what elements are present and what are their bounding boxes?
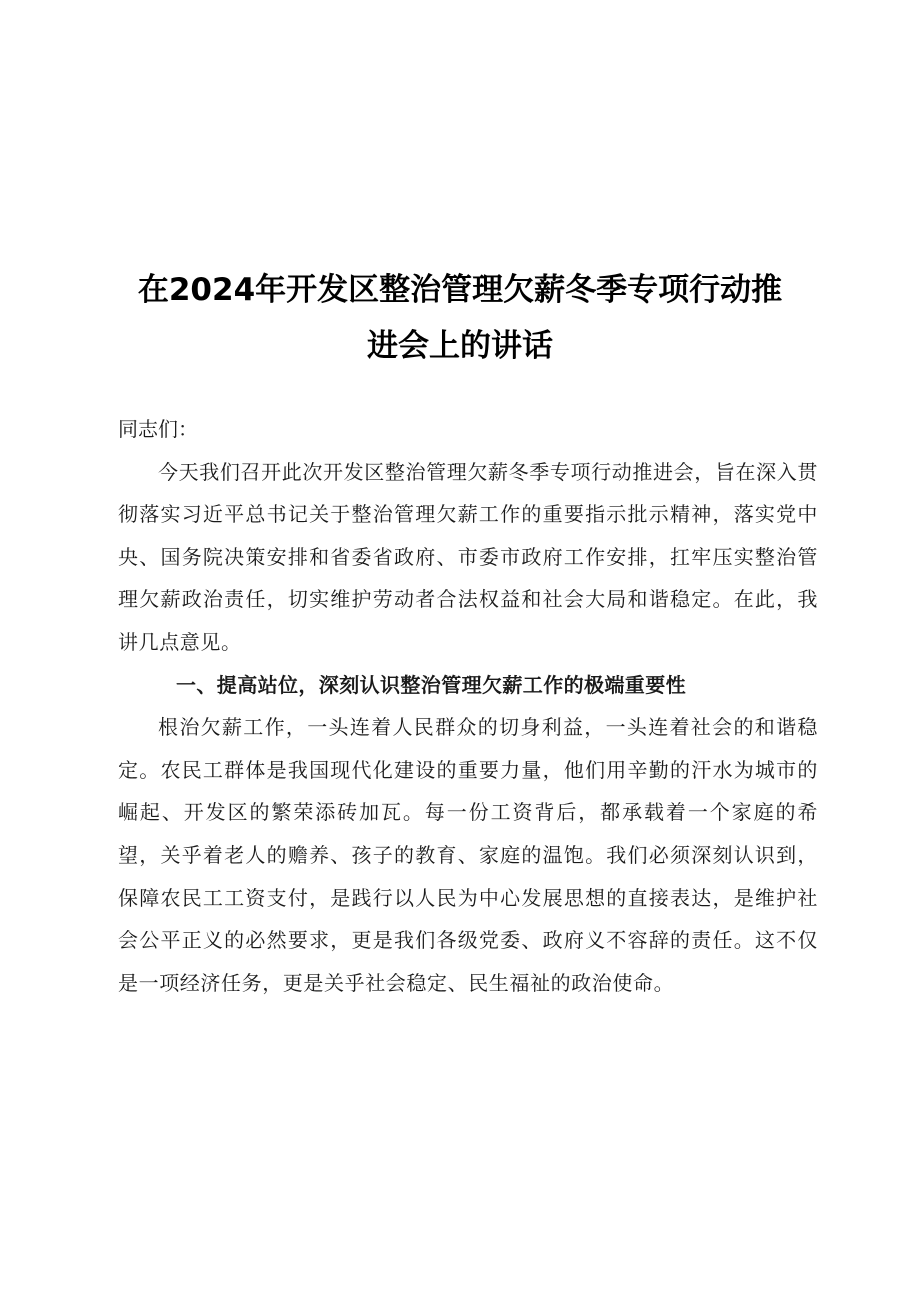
document-title: [100, 262, 820, 374]
section-paragraph-1: 根治欠薪工作，一头连着人民群众的切身利益，一头连着社会的和谐稳定。农民工群体是我国现代化建设的重要力量，他们用辛勤的汗水为城市的崛起、开发区的繁荣添砖加瓦。每一份工资背后，都承载着一个家庭的希望，关乎着老人的赡养、孩子的教育、家庭的温饱。我们必须深刻认识到，保障农民工工资支付，是践行以人民为中心发展思想的直接表达，是维护社会公平正义的必然要求，更是我们各级党委、政府义不容辞的责任。这不仅是一项经济任务，更是关乎社会稳定、民生福祉的政治使命。: [118, 715, 818, 995]
section-heading-1: 一、提高站位，深刻认识整治管理欠薪工作的极端重要性: [176, 672, 686, 697]
title-line-1: 在2024年开发区整治管理欠薪冬季专项行动推: [137, 272, 783, 308]
intro-paragraph: 今天我们召开此次开发区整治管理欠薪冬季专项行动推进会，旨在深入贯彻落实习近平总书记关于整治管理欠薪工作的重要指示批示精神，落实党中央、国务院决策安排和省委省政府、市委市政府工作安排，扛牢压实整治管理欠薪政治责任，切实维护劳动者合法权益和社会大局和谐稳定。在此，我讲几点意见。: [118, 459, 818, 654]
title-line-2: 进会上的讲话: [367, 328, 553, 364]
greeting: 同志们：: [118, 417, 198, 441]
document-body: [118, 408, 818, 1004]
